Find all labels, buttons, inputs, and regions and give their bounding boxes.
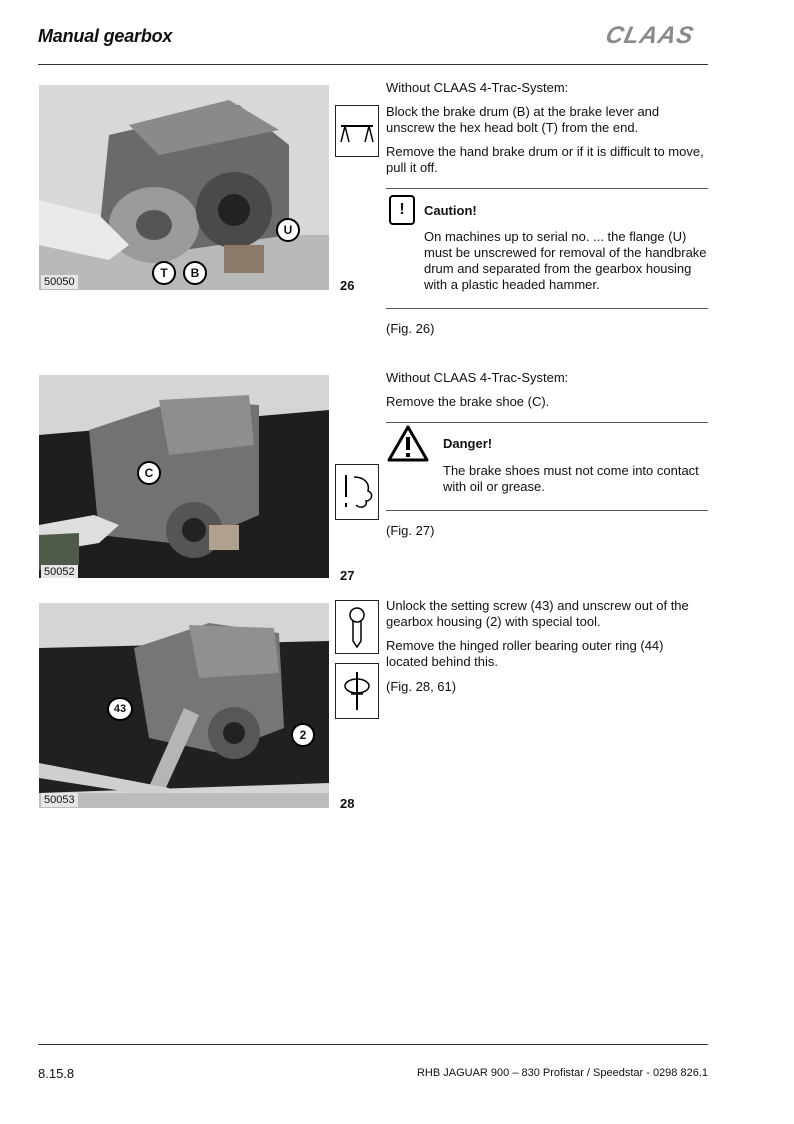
- step-text: Unlock the setting screw (43) and unscrew out of the gearbox housing (2) with special tool.: [386, 598, 689, 629]
- gearbox-photo-28: [39, 603, 329, 808]
- step-text: Remove the hand brake drum or if it is difficult to move, pull it off.: [386, 144, 704, 175]
- page-number: 8.15.8: [38, 1066, 75, 1081]
- document-reference: RHB JAGUAR 900 – 830 Profistar / Speedstar - 0298 826.1: [416, 1067, 708, 1079]
- section-intro: Without CLAAS 4-Trac-System:: [386, 80, 569, 95]
- callout-b: B: [183, 261, 207, 285]
- note-rule: [386, 188, 708, 189]
- step-text: Block the brake drum (B) at the brake lever and unscrew the hex head bolt (T) from the end.: [386, 104, 660, 135]
- note-rule: [386, 308, 708, 309]
- figure-id: 50050: [41, 275, 78, 289]
- screwdriver-icon: [336, 664, 378, 718]
- key-icon-box: [335, 600, 379, 654]
- note-title: Danger!: [443, 436, 493, 451]
- note-rule: [386, 510, 708, 511]
- key-icon: [336, 601, 378, 653]
- danger-icon: [386, 424, 430, 464]
- figure-ref: (Fig. 27): [386, 523, 435, 538]
- step-text: Remove the hinged roller bearing outer ring (44) located behind this.: [386, 638, 664, 669]
- gearbox-photo-27: [39, 375, 329, 578]
- callout-43: 43: [107, 697, 133, 721]
- no-grease-icon: [336, 465, 378, 519]
- figure-28-photo: [39, 603, 329, 808]
- figure-27-photo: [39, 375, 329, 578]
- note-title: Caution!: [424, 203, 477, 218]
- note-text: On machines up to serial no. ... the flange (U) must be unscrewed for removal of the handbrake drum and separated from the gearbox housing with a plastic headed hammer.: [424, 229, 707, 292]
- callout-u: U: [276, 218, 300, 242]
- figure-id: 50053: [41, 793, 78, 807]
- gearbox-photo-26: [39, 85, 329, 290]
- figure-number: 26: [340, 278, 355, 293]
- figure-26-photo: [39, 85, 329, 290]
- callout-2: 2: [291, 723, 315, 747]
- no-grease-icon-box: [335, 464, 379, 520]
- figure-ref: (Fig. 26): [386, 321, 435, 336]
- callout-t: T: [152, 261, 176, 285]
- header-rule: [38, 64, 708, 65]
- footer-rule: [38, 1044, 708, 1045]
- note-rule: [386, 422, 708, 423]
- section-intro: Without CLAAS 4-Trac-System:: [386, 370, 569, 385]
- caution-icon: !: [389, 195, 415, 225]
- screwdriver-icon-box: [335, 663, 379, 719]
- page-title: Manual gearbox: [38, 26, 173, 46]
- figure-number: 27: [340, 568, 355, 583]
- note-text: The brake shoes must not come into contact with oil or grease.: [443, 463, 699, 494]
- workstand-icon: [336, 106, 378, 156]
- figure-id: 50052: [41, 565, 78, 578]
- claas-logo: CLAAS: [603, 22, 697, 49]
- figure-ref: (Fig. 28, 61): [386, 679, 457, 694]
- workstand-icon-box: [335, 105, 379, 157]
- figure-number: 28: [340, 796, 355, 811]
- step-text: Remove the brake shoe (C).: [386, 394, 550, 409]
- callout-c: C: [137, 461, 161, 485]
